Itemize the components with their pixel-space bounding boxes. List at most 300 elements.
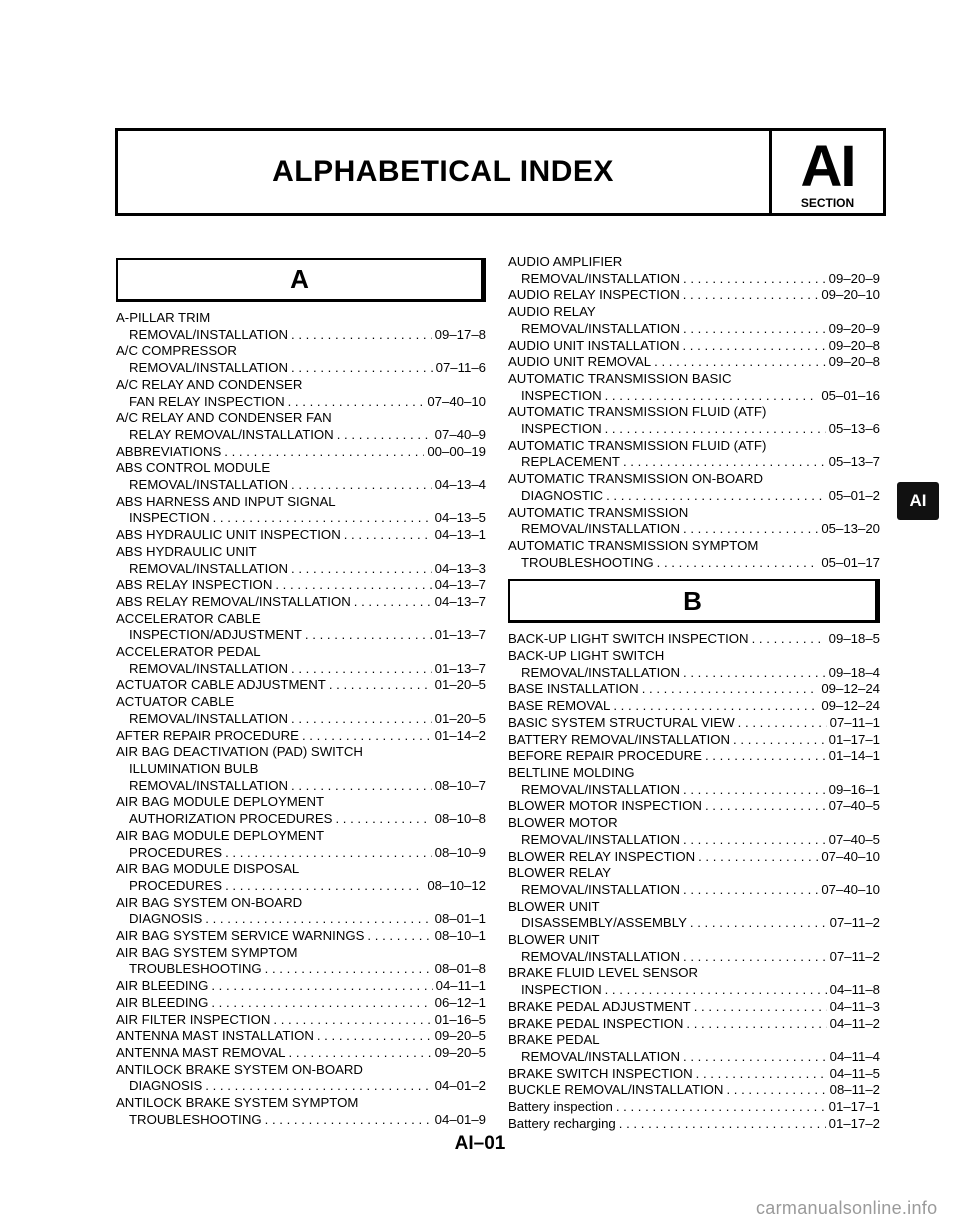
- dot-leader: [367, 928, 431, 945]
- entry-title: DIAGNOSTIC: [521, 487, 604, 503]
- dot-leader: [683, 1049, 827, 1066]
- index-entry[interactable]: [116, 544, 486, 577]
- entry-line: [116, 1045, 486, 1062]
- dot-leader: [683, 782, 826, 799]
- index-entry[interactable]: [508, 1066, 880, 1083]
- entry-line: [508, 388, 880, 405]
- index-entry[interactable]: [116, 377, 486, 410]
- page-reference[interactable]: 09–20–8: [828, 354, 880, 370]
- page-reference[interactable]: 08–10–12: [427, 877, 486, 893]
- entry-title: A/C RELAY AND CONDENSER: [116, 376, 303, 392]
- entry-line: [116, 1078, 486, 1095]
- index-entry[interactable]: [508, 1099, 880, 1116]
- index-entry[interactable]: [116, 577, 486, 594]
- page-reference[interactable]: 00–00–19: [427, 443, 486, 459]
- index-entry[interactable]: [116, 1045, 486, 1062]
- dot-leader: [225, 878, 424, 895]
- entry-title: BLOWER UNIT: [508, 898, 600, 914]
- entry-line: [116, 477, 486, 494]
- entry-title: BLOWER UNIT: [508, 932, 600, 948]
- page-reference[interactable]: 08–01–8: [434, 961, 486, 977]
- dot-leader: [683, 832, 826, 849]
- dot-leader: [683, 287, 819, 304]
- entry-line: [508, 982, 880, 999]
- entry-line: [508, 404, 880, 421]
- dot-leader: [289, 1045, 432, 1062]
- entry-line: [116, 644, 486, 661]
- entry-line: [116, 761, 486, 778]
- page-reference[interactable]: 09–20–9: [828, 270, 880, 286]
- index-entry[interactable]: [116, 928, 486, 945]
- index-entry[interactable]: [116, 794, 486, 827]
- entry-title: ILLUMINATION BULB: [129, 760, 259, 776]
- entry-line: [508, 338, 880, 355]
- page-reference[interactable]: 01–14–2: [434, 727, 486, 743]
- page-reference[interactable]: 09–18–5: [828, 631, 880, 647]
- entry-title: REMOVAL/INSTALLATION: [521, 320, 681, 336]
- page-reference[interactable]: 07–40–5: [828, 831, 880, 847]
- index-entry[interactable]: [116, 410, 486, 443]
- entry-line: [116, 444, 486, 461]
- entry-title: A-PILLAR TRIM: [116, 310, 211, 325]
- entry-line: [508, 1049, 880, 1066]
- page-reference[interactable]: 09–17–8: [434, 326, 486, 342]
- dot-leader: [682, 338, 825, 355]
- section-badge: [772, 131, 883, 213]
- section-label: SECTION: [800, 196, 855, 210]
- entry-title: ABBREVIATIONS: [116, 443, 222, 459]
- page-reference[interactable]: 09–20–9: [828, 320, 880, 336]
- index-entry[interactable]: [508, 698, 880, 715]
- page-reference[interactable]: 07–11–2: [829, 948, 880, 964]
- index-entry[interactable]: [116, 611, 486, 644]
- page-reference[interactable]: 01–14–1: [828, 748, 880, 764]
- page-reference[interactable]: 01–20–5: [434, 677, 486, 693]
- entry-title: AIR BAG SYSTEM SERVICE WARNINGS: [116, 928, 365, 944]
- dot-leader: [605, 982, 827, 999]
- page-reference[interactable]: 01–17–1: [828, 1099, 880, 1115]
- dot-leader: [211, 978, 432, 995]
- entry-title: BRAKE PEDAL INSPECTION: [508, 1015, 684, 1031]
- entry-title: BLOWER MOTOR: [508, 815, 618, 831]
- entry-line: [508, 488, 880, 505]
- page-reference[interactable]: 07–40–10: [821, 881, 880, 897]
- index-entry-list: [508, 631, 880, 1132]
- page-reference[interactable]: 08–10–9: [434, 844, 486, 860]
- page-reference[interactable]: 01–20–5: [434, 710, 486, 726]
- dot-leader: [291, 477, 432, 494]
- entry-line: [508, 815, 880, 832]
- entry-line: [116, 410, 486, 427]
- index-entry[interactable]: [116, 460, 486, 493]
- index-entry[interactable]: [116, 644, 486, 677]
- dot-leader: [733, 732, 826, 749]
- index-entry[interactable]: [116, 1095, 486, 1128]
- entry-line: [116, 995, 486, 1012]
- index-entry[interactable]: [116, 744, 486, 794]
- page-reference[interactable]: 06–12–1: [434, 994, 486, 1010]
- index-entry[interactable]: [508, 798, 880, 815]
- entry-line: [116, 594, 486, 611]
- entry-title: REMOVAL/INSTALLATION: [129, 660, 289, 676]
- index-entry[interactable]: [508, 631, 880, 648]
- index-entry[interactable]: [508, 338, 880, 355]
- entry-line: [508, 715, 880, 732]
- page-reference[interactable]: 04–11–4: [829, 1048, 880, 1064]
- section-code: AI: [800, 134, 855, 199]
- index-entry[interactable]: [508, 1116, 880, 1133]
- entry-line: [508, 1099, 880, 1116]
- index-entry[interactable]: [116, 945, 486, 978]
- index-entry[interactable]: [508, 1016, 880, 1033]
- index-entry[interactable]: [116, 494, 486, 527]
- entry-line: [508, 899, 880, 916]
- index-entry[interactable]: [508, 815, 880, 848]
- entry-line: [508, 555, 880, 572]
- page-reference[interactable]: 04–11–3: [829, 998, 880, 1014]
- entry-line: [116, 911, 486, 928]
- entry-title: ABS RELAY REMOVAL/INSTALLATION: [116, 593, 351, 609]
- entry-title: ACTUATOR CABLE: [116, 694, 235, 710]
- page-reference[interactable]: 08–10–1: [434, 928, 486, 944]
- index-entry[interactable]: [508, 254, 880, 287]
- page-reference[interactable]: 09–12–24: [821, 681, 880, 697]
- dot-leader: [317, 1028, 432, 1045]
- page-reference[interactable]: 09–18–4: [828, 664, 880, 680]
- entry-line: [508, 371, 880, 388]
- index-entry[interactable]: [508, 505, 880, 538]
- index-entry[interactable]: [116, 728, 486, 745]
- page-reference[interactable]: 04–13–1: [434, 527, 486, 543]
- entry-line: [508, 915, 880, 932]
- entry-title: REMOVAL/INSTALLATION: [521, 270, 681, 286]
- index-entry[interactable]: [508, 748, 880, 765]
- page-reference[interactable]: 07–11–2: [829, 915, 880, 931]
- entry-title: AIR BAG SYSTEM SYMPTOM: [116, 944, 298, 960]
- entry-line: [508, 631, 880, 648]
- entry-line: [116, 343, 486, 360]
- index-entry[interactable]: [116, 444, 486, 461]
- dot-leader: [205, 911, 431, 928]
- index-entry[interactable]: [508, 648, 880, 681]
- entry-title: TROUBLESHOOTING: [129, 961, 262, 977]
- page-reference[interactable]: 07–40–10: [427, 393, 486, 409]
- dot-leader: [705, 798, 826, 815]
- index-entry[interactable]: [508, 932, 880, 965]
- entry-title: Battery recharging: [508, 1115, 616, 1131]
- entry-title: AIR BLEEDING: [116, 994, 209, 1010]
- page-reference[interactable]: 09–20–10: [821, 287, 880, 303]
- page-reference[interactable]: 04–11–1: [435, 978, 486, 994]
- index-entry[interactable]: [508, 865, 880, 898]
- dot-leader: [705, 748, 826, 765]
- dot-leader: [683, 949, 827, 966]
- index-entry[interactable]: [508, 999, 880, 1016]
- entry-title: ABS RELAY INSPECTION: [116, 577, 273, 593]
- page-reference[interactable]: 05–13–7: [828, 454, 880, 470]
- dot-leader: [291, 778, 432, 795]
- page-reference[interactable]: 04–13–7: [434, 593, 486, 609]
- entry-line: [116, 327, 486, 344]
- index-entry[interactable]: [508, 438, 880, 471]
- entry-title: REMOVAL/INSTALLATION: [129, 477, 289, 493]
- page-reference[interactable]: 08–10–7: [434, 777, 486, 793]
- index-entry[interactable]: [116, 895, 486, 928]
- page-reference[interactable]: 01–17–1: [828, 731, 880, 747]
- entry-line: [116, 945, 486, 962]
- page-reference[interactable]: 04–11–8: [829, 982, 880, 998]
- entry-line: [116, 427, 486, 444]
- entry-line: [116, 527, 486, 544]
- entry-line: [508, 454, 880, 471]
- entry-title: INSPECTION: [521, 421, 602, 437]
- entry-title: AUTOMATIC TRANSMISSION FLUID (ATF): [508, 404, 767, 420]
- page-reference[interactable]: 04–13–7: [434, 577, 486, 593]
- entry-line: [116, 978, 486, 995]
- page-reference[interactable]: 07–40–9: [434, 426, 486, 442]
- page-reference[interactable]: 04–01–9: [434, 1111, 486, 1127]
- index-entry[interactable]: [116, 1028, 486, 1045]
- page-reference[interactable]: 05–13–6: [828, 421, 880, 437]
- entry-line: [508, 949, 880, 966]
- entry-line: [116, 460, 486, 477]
- index-entry[interactable]: [508, 899, 880, 932]
- entry-title: ACCELERATOR CABLE: [116, 610, 261, 626]
- entry-line: [508, 665, 880, 682]
- page-reference[interactable]: 04–11–5: [829, 1065, 880, 1081]
- dot-leader: [337, 427, 432, 444]
- index-entry[interactable]: [116, 861, 486, 894]
- dot-leader: [265, 1112, 432, 1129]
- page-reference[interactable]: 05–01–17: [821, 554, 880, 570]
- entry-line: [508, 648, 880, 665]
- entry-line: [508, 865, 880, 882]
- dot-leader: [265, 961, 432, 978]
- index-entry[interactable]: [116, 694, 486, 727]
- index-entry[interactable]: [508, 965, 880, 998]
- entry-title: REMOVAL/INSTALLATION: [129, 777, 289, 793]
- page-title: ALPHABETICAL INDEX: [272, 155, 614, 188]
- letter-heading-a: A: [116, 258, 486, 302]
- index-entry[interactable]: [116, 310, 486, 343]
- index-entry[interactable]: [116, 995, 486, 1012]
- entry-title: PROCEDURES: [129, 877, 223, 893]
- index-entry[interactable]: [116, 594, 486, 611]
- entry-line: [116, 845, 486, 862]
- index-column-right: [508, 254, 880, 1132]
- entry-line: [508, 271, 880, 288]
- page-reference[interactable]: 05–01–2: [828, 487, 880, 503]
- dot-leader: [683, 321, 826, 338]
- entry-line: [508, 304, 880, 321]
- dot-leader: [605, 388, 819, 405]
- watermark: carmanualsonline.info: [756, 1198, 938, 1218]
- dot-leader: [683, 665, 826, 682]
- dot-leader: [686, 1016, 826, 1033]
- entry-line: [508, 882, 880, 899]
- page-reference[interactable]: 09–12–24: [821, 698, 880, 714]
- entry-title: INSPECTION: [129, 510, 210, 526]
- entry-title: ANTILOCK BRAKE SYSTEM ON-BOARD: [116, 1061, 363, 1077]
- dot-leader: [354, 594, 432, 611]
- section-tab[interactable]: AI: [897, 482, 939, 520]
- entry-line: [116, 1028, 486, 1045]
- entry-title: BEFORE REPAIR PROCEDURE: [508, 748, 702, 764]
- index-entry[interactable]: [508, 1082, 880, 1099]
- entry-line: [508, 798, 880, 815]
- page-reference[interactable]: 09–20–8: [828, 337, 880, 353]
- entry-line: [116, 611, 486, 628]
- entry-title: BLOWER MOTOR INSPECTION: [508, 798, 702, 814]
- page-reference[interactable]: 09–20–5: [434, 1044, 486, 1060]
- index-entry[interactable]: [508, 715, 880, 732]
- dot-leader: [606, 488, 826, 505]
- page-reference[interactable]: 08–11–2: [829, 1082, 880, 1098]
- dot-leader: [344, 527, 432, 544]
- entry-line: [508, 354, 880, 371]
- entry-title: AIR BAG MODULE DISPOSAL: [116, 861, 300, 877]
- entry-title: AUTOMATIC TRANSMISSION SYMPTOM: [508, 537, 759, 553]
- entry-title: AUTOMATIC TRANSMISSION ON-BOARD: [508, 471, 763, 487]
- dot-leader: [291, 327, 432, 344]
- entry-line: [116, 728, 486, 745]
- entry-title: ABS CONTROL MODULE: [116, 460, 271, 476]
- index-entry[interactable]: [508, 849, 880, 866]
- entry-title: TROUBLESHOOTING: [521, 554, 654, 570]
- index-entry[interactable]: [116, 828, 486, 861]
- index-entry[interactable]: [508, 371, 880, 404]
- entry-line: [116, 878, 486, 895]
- dot-leader: [726, 1082, 826, 1099]
- entry-line: [116, 711, 486, 728]
- dot-leader: [329, 677, 432, 694]
- entry-line: [116, 561, 486, 578]
- index-entry[interactable]: [508, 354, 880, 371]
- page-reference[interactable]: 08–01–1: [434, 911, 486, 927]
- page-reference[interactable]: 04–13–4: [434, 477, 486, 493]
- entry-title: BRAKE SWITCH INSPECTION: [508, 1065, 693, 1081]
- page-reference[interactable]: 01–16–5: [434, 1011, 486, 1027]
- entry-line: [116, 1012, 486, 1029]
- entry-title: BRAKE PEDAL: [508, 1032, 600, 1048]
- page-reference[interactable]: 07–11–1: [829, 714, 880, 730]
- entry-line: [116, 1062, 486, 1079]
- entry-line: [116, 794, 486, 811]
- entry-title: ANTENNA MAST INSTALLATION: [116, 1028, 314, 1044]
- entry-line: [116, 928, 486, 945]
- entry-title: AIR BAG MODULE DEPLOYMENT: [116, 794, 325, 810]
- entry-line: [508, 1016, 880, 1033]
- dot-leader: [291, 360, 433, 377]
- index-entry[interactable]: [508, 287, 880, 304]
- entry-line: [116, 694, 486, 711]
- entry-title: BRAKE FLUID LEVEL SENSOR: [508, 965, 699, 981]
- index-entry[interactable]: [116, 527, 486, 544]
- entry-title: PROCEDURES: [129, 844, 223, 860]
- entry-title: FAN RELAY INSPECTION: [129, 393, 285, 409]
- index-entry[interactable]: [508, 681, 880, 698]
- dot-leader: [225, 845, 432, 862]
- page-reference[interactable]: 09–16–1: [828, 781, 880, 797]
- dot-leader: [657, 555, 819, 572]
- entry-line: [508, 538, 880, 555]
- entry-line: [508, 932, 880, 949]
- entry-title: REMOVAL/INSTALLATION: [129, 360, 289, 376]
- index-entry[interactable]: [508, 1032, 880, 1065]
- index-entry[interactable]: [508, 304, 880, 337]
- page-reference[interactable]: 04–11–2: [829, 1015, 880, 1031]
- index-entry[interactable]: [116, 978, 486, 995]
- index-entry[interactable]: [116, 677, 486, 694]
- dot-leader: [642, 681, 819, 698]
- page-reference[interactable]: 01–17–2: [828, 1115, 880, 1131]
- index-entry[interactable]: [508, 732, 880, 749]
- entry-title: DIAGNOSIS: [129, 911, 203, 927]
- entry-title: AFTER REPAIR PROCEDURE: [116, 727, 299, 743]
- entry-title: REMOVAL/INSTALLATION: [521, 664, 681, 680]
- page-reference[interactable]: 07–11–6: [435, 360, 486, 376]
- page-reference[interactable]: 04–01–2: [434, 1078, 486, 1094]
- dot-leader: [605, 421, 826, 438]
- page-reference[interactable]: 01–13–7: [434, 627, 486, 643]
- dot-leader: [654, 354, 826, 371]
- entry-title: AUTHORIZATION PROCEDURES: [129, 811, 333, 827]
- page-reference[interactable]: 08–10–8: [434, 811, 486, 827]
- entry-title: ANTENNA MAST REMOVAL: [116, 1044, 286, 1060]
- entry-title: REMOVAL/INSTALLATION: [521, 521, 681, 537]
- page-reference[interactable]: 04–13–5: [434, 510, 486, 526]
- entry-title: AUTOMATIC TRANSMISSION FLUID (ATF): [508, 437, 767, 453]
- page-reference[interactable]: 01–13–7: [434, 660, 486, 676]
- index-entry[interactable]: [116, 1012, 486, 1029]
- index-entry[interactable]: [508, 471, 880, 504]
- page-reference[interactable]: 05–13–20: [821, 521, 880, 537]
- letter-heading-b: B: [508, 579, 880, 623]
- entry-line: [116, 494, 486, 511]
- entry-title: BUCKLE REMOVAL/INSTALLATION: [508, 1082, 724, 1098]
- entry-title: REMOVAL/INSTALLATION: [521, 881, 681, 897]
- page-reference[interactable]: 04–13–3: [434, 560, 486, 576]
- entry-title: REMOVAL/INSTALLATION: [521, 1048, 681, 1064]
- entry-title: ACCELERATOR PEDAL: [116, 644, 261, 660]
- index-entry[interactable]: [508, 765, 880, 798]
- entry-title: AUDIO RELAY: [508, 304, 596, 320]
- entry-title: DIAGNOSIS: [129, 1078, 203, 1094]
- index-entry[interactable]: [508, 404, 880, 437]
- index-entry[interactable]: [508, 538, 880, 571]
- entry-title: REMOVAL/INSTALLATION: [521, 948, 681, 964]
- entry-title: AUDIO UNIT INSTALLATION: [508, 337, 680, 353]
- entry-title: AIR BAG MODULE DEPLOYMENT: [116, 827, 325, 843]
- index-column-left: [116, 254, 486, 1128]
- entry-title: ACTUATOR CABLE ADJUSTMENT: [116, 677, 326, 693]
- index-entry-list: [116, 310, 486, 1128]
- index-entry[interactable]: [116, 1062, 486, 1095]
- entry-title: BASE REMOVAL: [508, 698, 611, 714]
- entry-line: [116, 360, 486, 377]
- dot-leader: [291, 711, 432, 728]
- index-entry[interactable]: [116, 343, 486, 376]
- entry-title: BACK-UP LIGHT SWITCH: [508, 648, 665, 664]
- page-reference[interactable]: 07–40–5: [828, 798, 880, 814]
- page-reference[interactable]: 09–20–5: [434, 1028, 486, 1044]
- entry-line: [508, 849, 880, 866]
- entry-line: [116, 1112, 486, 1129]
- page-reference[interactable]: 07–40–10: [821, 848, 880, 864]
- entry-title: BASE INSTALLATION: [508, 681, 639, 697]
- page-reference[interactable]: 05–01–16: [821, 387, 880, 403]
- entry-line: [116, 310, 486, 327]
